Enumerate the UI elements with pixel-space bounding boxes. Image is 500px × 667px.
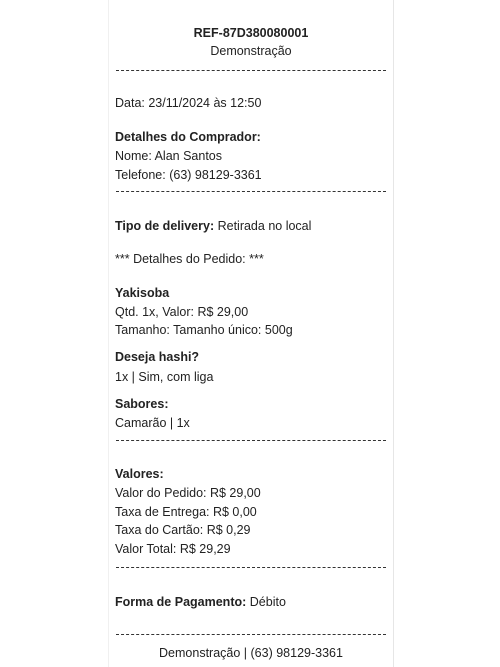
totals-heading: Valores: xyxy=(115,467,164,481)
divider xyxy=(116,567,386,568)
divider xyxy=(116,634,386,635)
payment-method xyxy=(115,595,286,610)
buyer-heading: Detalhes do Comprador: xyxy=(115,130,261,144)
option-value: 1x | Sim, com liga xyxy=(115,370,214,384)
buyer-phone: Telefone: (63) 98129-3361 xyxy=(115,168,262,182)
payment-value: Débito xyxy=(249,595,286,609)
total-value: Valor Total: R$ 29,29 xyxy=(115,542,231,556)
store-name: Demonstração xyxy=(210,44,292,58)
delivery-fee: Taxa de Entrega: R$ 0,00 xyxy=(115,505,257,519)
divider xyxy=(116,440,386,441)
order-ref: REF-87D380080001 xyxy=(193,26,309,40)
payment-label: Forma de Pagamento: xyxy=(115,595,247,609)
option-heading: Sabores: xyxy=(115,397,169,411)
option-heading: Deseja hashi? xyxy=(115,350,200,364)
item-size: Tamanho: Tamanho único: 500g xyxy=(115,323,293,337)
delivery-label: Tipo de delivery: xyxy=(115,219,215,233)
delivery-type xyxy=(115,219,311,234)
item-name: Yakisoba xyxy=(115,286,170,300)
order-date: Data: 23/11/2024 às 12:50 xyxy=(115,96,262,110)
order-details-heading: *** Detalhes do Pedido: *** xyxy=(115,252,264,266)
divider xyxy=(116,70,386,71)
order-value: Valor do Pedido: R$ 29,00 xyxy=(115,486,261,500)
buyer-name: Nome: Alan Santos xyxy=(115,149,223,163)
footer: Demonstração | (63) 98129-3361 xyxy=(159,646,343,660)
delivery-value: Retirada no local xyxy=(217,219,312,233)
divider xyxy=(116,191,386,192)
option-value: Camarão | 1x xyxy=(115,416,190,430)
card-fee: Taxa do Cartão: R$ 0,29 xyxy=(115,523,251,537)
item-qty-value: Qtd. 1x, Valor: R$ 29,00 xyxy=(115,305,249,319)
